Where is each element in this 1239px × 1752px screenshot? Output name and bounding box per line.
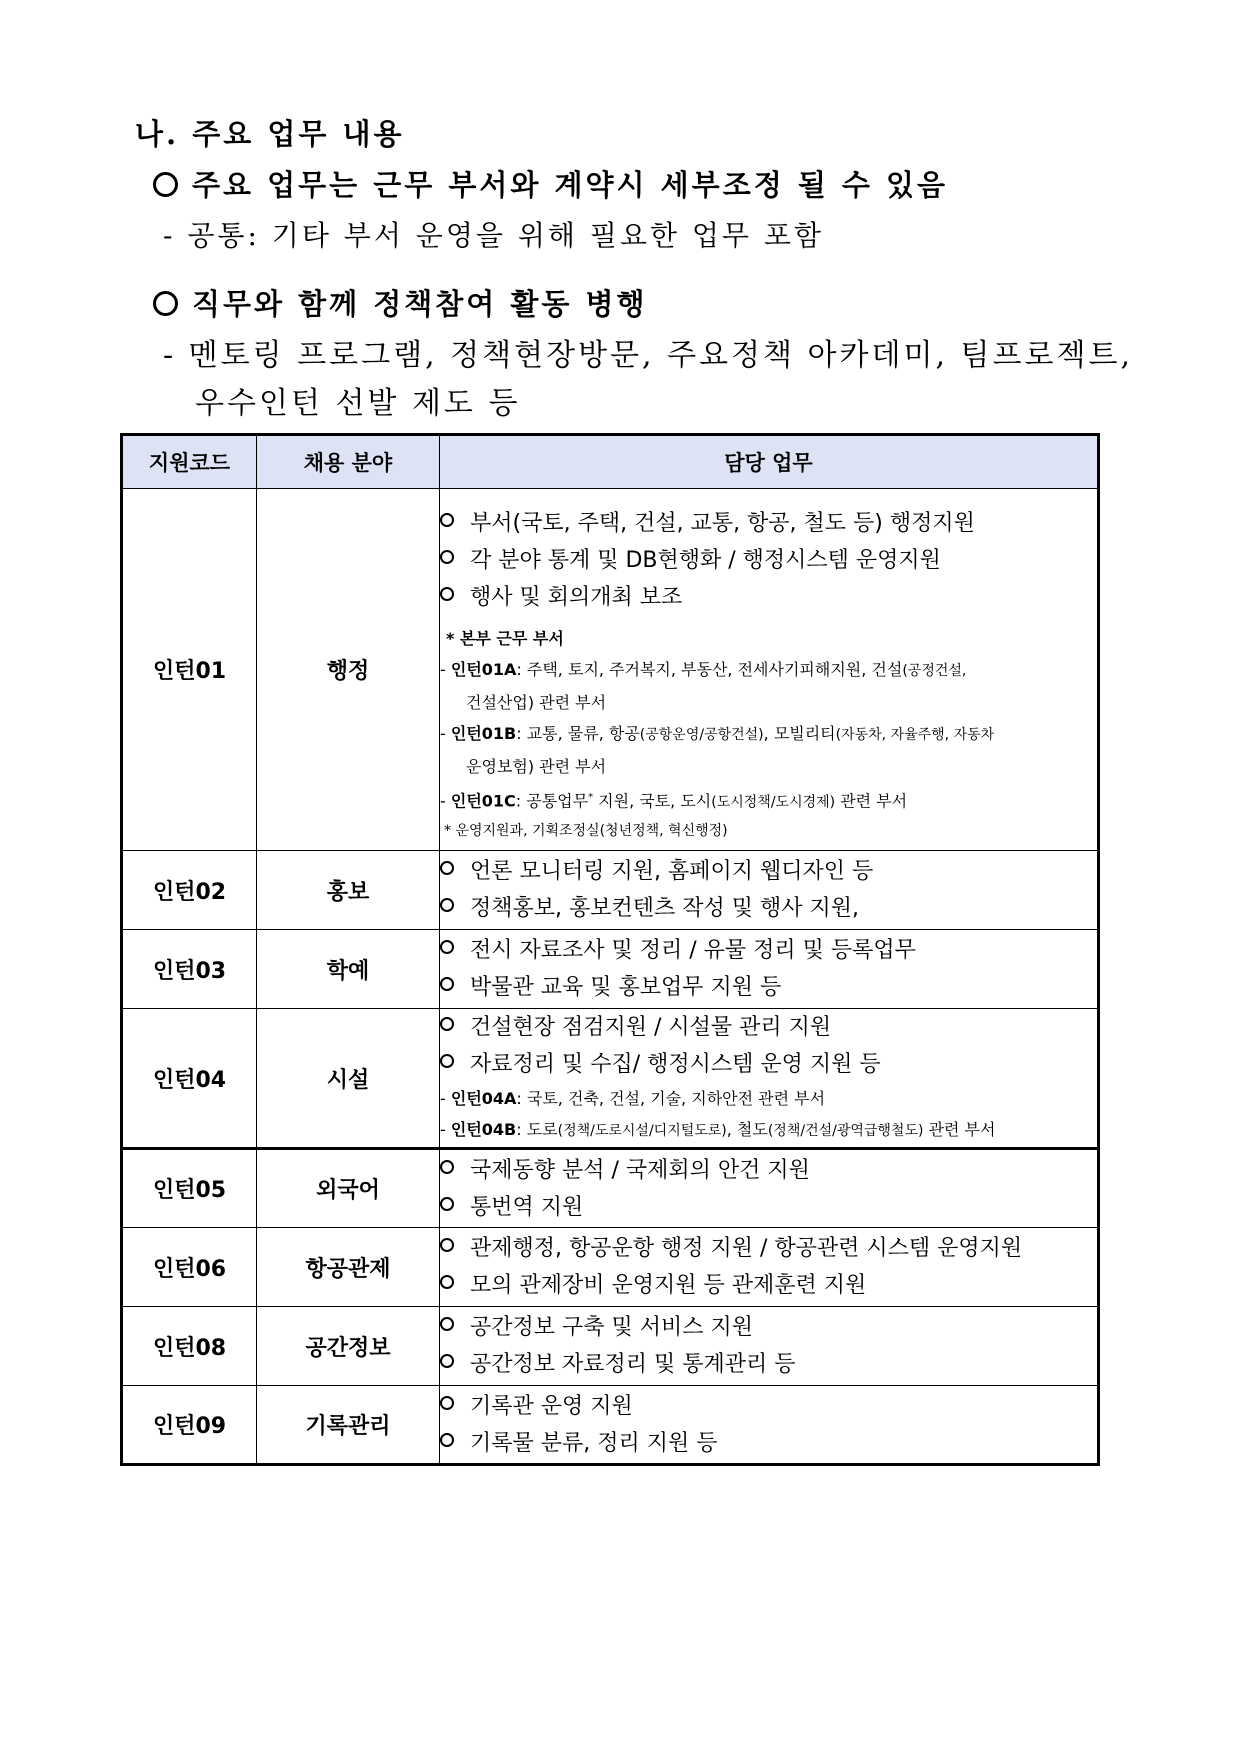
- row-code: 인턴03: [122, 930, 257, 1009]
- row-code: 인턴02: [122, 851, 257, 930]
- duty-item: 공간정보 구축 및 서비스 지원: [440, 1309, 1097, 1346]
- row-field: 기록관리: [257, 1386, 440, 1465]
- circle-bullet-icon: [440, 1160, 454, 1174]
- duty-item: 관제행정, 항공운항 행정 지원 / 항공관련 시스템 운영지원: [440, 1230, 1097, 1267]
- row-duties: [440, 851, 1099, 930]
- circle-bullet-icon: [440, 861, 454, 875]
- circle-bullet-icon: [153, 172, 178, 197]
- program-list-line1: - 멘토링 프로그램, 정책현장방문, 주요정책 아카데미, 팀프로젝트,: [163, 338, 1133, 373]
- table-row: [122, 1228, 1099, 1307]
- sub-heading: * 본부 근무 부서: [446, 629, 564, 648]
- row-code: 인턴05: [122, 1149, 257, 1228]
- row-duties: [440, 489, 1099, 851]
- row-code: 인턴06: [122, 1228, 257, 1307]
- sub-item-cont: 건설산업) 관련 부서: [466, 693, 607, 712]
- duty-item: 언론 모니터링 지원, 홈페이지 웹디자인 등: [440, 853, 1097, 890]
- duty-item: 박물관 교육 및 홍보업무 지원 등: [440, 969, 1097, 1006]
- circle-bullet-icon: [440, 940, 454, 954]
- bullet-policy-participation: [153, 282, 648, 323]
- duty-item: 각 분야 통계 및 DB현행화 / 행정시스템 운영지원: [440, 542, 1097, 579]
- duty-item: 정책홍보, 홍보컨텐츠 작성 및 행사 지원,: [440, 890, 1097, 927]
- duty-item: 전시 자료조사 및 정리 / 유물 정리 및 등록업무: [440, 932, 1097, 969]
- circle-bullet-icon: [440, 1238, 454, 1252]
- section-heading: 나. 주요 업무 내용: [135, 117, 405, 151]
- table-row: [122, 930, 1099, 1009]
- row-field: 홍보: [257, 851, 440, 930]
- bullet-text: 직무와 함께 정책참여 활동 병행: [192, 287, 648, 321]
- bullet-text: 주요 업무는 근무 부서와 계약시 세부조정 될 수 있음: [192, 168, 949, 202]
- common-duty-note: - 공통: 기타 부서 운영을 위해 필요한 업무 포함: [163, 219, 824, 252]
- table-row: [122, 1386, 1099, 1465]
- row-code: 인턴09: [122, 1386, 257, 1465]
- header-field: 채용 분야: [257, 435, 440, 489]
- duty-item: 모의 관제장비 운영지원 등 관제훈련 지원: [440, 1267, 1097, 1304]
- row-code: 인턴08: [122, 1307, 257, 1386]
- circle-bullet-icon: [440, 977, 454, 991]
- row-duties: [440, 1009, 1099, 1149]
- sub-item-01c: - 인턴01C: 공통업무* 지원, 국토, 도시(도시정책/도시경제) 관련 부서: [440, 791, 908, 811]
- duty-item: 건설현장 점검지원 / 시설물 관리 지원: [440, 1009, 1097, 1046]
- table-row: [122, 1009, 1099, 1149]
- row-duties: [440, 1228, 1099, 1307]
- duty-item: 부서(국토, 주택, 건설, 교통, 항공, 철도 등) 행정지원: [440, 505, 1097, 542]
- circle-bullet-icon: [440, 1197, 454, 1211]
- row-duties: [440, 1386, 1099, 1465]
- sub-item-01b: - 인턴01B: 교통, 물류, 항공(공항운영/공항건설), 모빌리티(자동차, 자율주행, 자동차: [440, 724, 995, 743]
- table-row: [122, 1149, 1099, 1228]
- circle-bullet-icon: [153, 291, 178, 316]
- circle-bullet-icon: [440, 1054, 454, 1068]
- duty-item: 기록물 분류, 정리 지원 등: [440, 1425, 1097, 1462]
- sub-item-cont: 운영보험) 관련 부서: [466, 757, 607, 776]
- row-code: 인턴04: [122, 1009, 257, 1149]
- row-field: 시설: [257, 1009, 440, 1149]
- circle-bullet-icon: [440, 1396, 454, 1410]
- table-row: [122, 1307, 1099, 1386]
- duty-item: 자료정리 및 수집/ 행정시스템 운영 지원 등: [440, 1046, 1097, 1083]
- footnote: * 운영지원과, 기획조정실(청년정책, 혁신행정): [444, 823, 728, 840]
- circle-bullet-icon: [440, 1354, 454, 1368]
- circle-bullet-icon: [440, 587, 454, 601]
- row-field: 외국어: [257, 1149, 440, 1228]
- table-row: [122, 489, 1099, 851]
- row-field: 학예: [257, 930, 440, 1009]
- row-field: 공간정보: [257, 1307, 440, 1386]
- table-row: [122, 851, 1099, 930]
- row-field: 항공관제: [257, 1228, 440, 1307]
- duty-item: 통번역 지원: [440, 1189, 1097, 1226]
- circle-bullet-icon: [440, 513, 454, 527]
- bullet-note-adjustment: [153, 163, 948, 204]
- circle-bullet-icon: [440, 1433, 454, 1447]
- sub-item-01a: - 인턴01A: 주택, 토지, 주거복지, 부동산, 전세사기피해지원, 건설(공정건설,: [440, 660, 967, 679]
- duty-item: 기록관 운영 지원: [440, 1388, 1097, 1425]
- row-duties: [440, 930, 1099, 1009]
- circle-bullet-icon: [440, 1275, 454, 1289]
- row-duties: [440, 1149, 1099, 1228]
- circle-bullet-icon: [440, 550, 454, 564]
- circle-bullet-icon: [440, 1017, 454, 1031]
- header-code: 지원코드: [122, 435, 257, 489]
- header-duty: 담당 업무: [440, 435, 1099, 489]
- sub-item-04a: - 인턴04A: 국토, 건축, 건설, 기술, 지하안전 관련 부서: [440, 1089, 826, 1108]
- program-list-line2: 우수인턴 선발 제도 등: [195, 386, 521, 421]
- row-code: 인턴01: [122, 489, 257, 851]
- sub-item-04b: - 인턴04B: 도로(정책/도로시설/디지털도로), 철도(정책/건설/광역급행철도) 관련 부서: [440, 1120, 996, 1139]
- circle-bullet-icon: [440, 898, 454, 912]
- duty-item: 행사 및 회의개최 보조: [440, 579, 1097, 616]
- internship-table: [120, 433, 1100, 1466]
- row-duties: [440, 1307, 1099, 1386]
- row-field: 행정: [257, 489, 440, 851]
- duty-item: 국제동향 분석 / 국제회의 안건 지원: [440, 1152, 1097, 1189]
- table-header-row: [122, 435, 1099, 489]
- duty-item: 공간정보 자료정리 및 통계관리 등: [440, 1346, 1097, 1383]
- circle-bullet-icon: [440, 1317, 454, 1331]
